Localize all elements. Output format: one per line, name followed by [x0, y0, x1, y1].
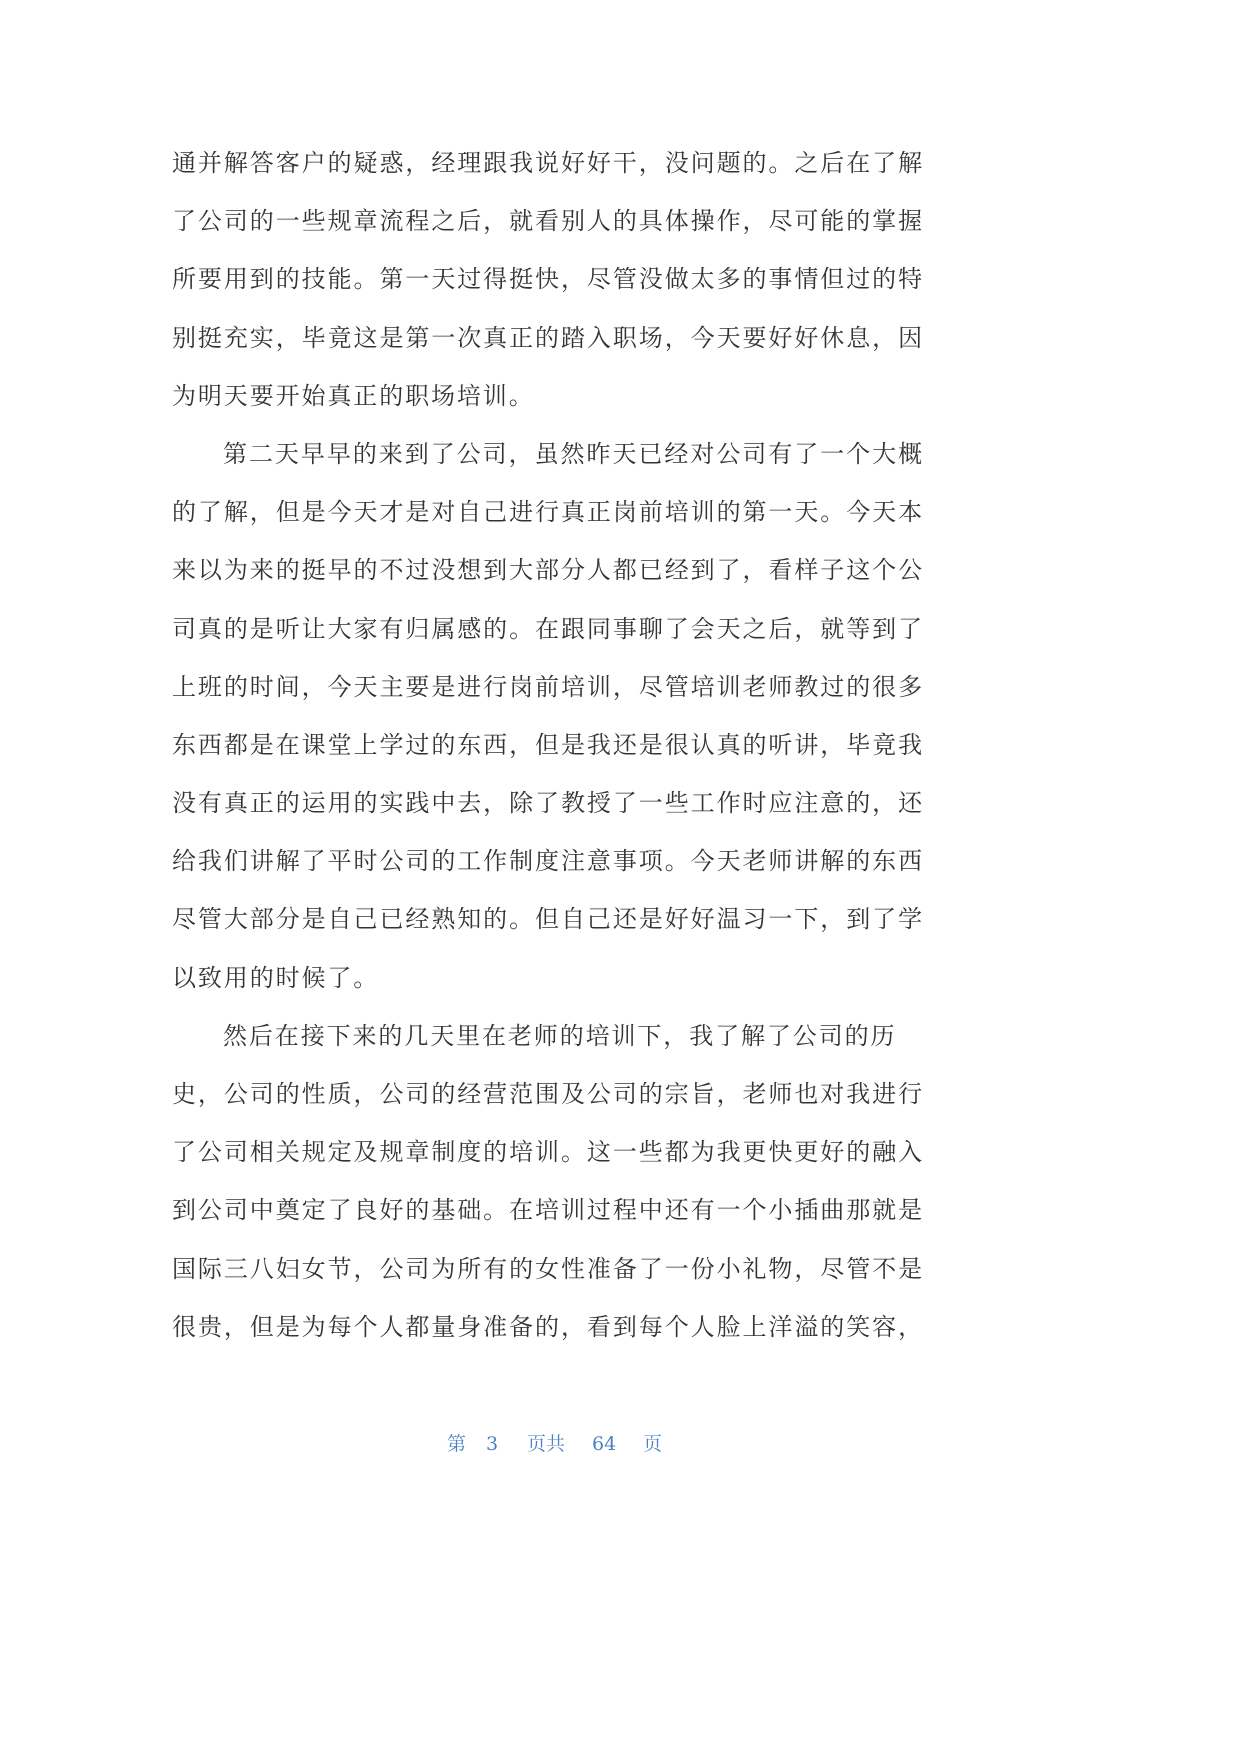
text-line: 通并解答客户的疑惑，经理跟我说好好干，没问题的。之后在了解	[172, 149, 924, 177]
paragraph-3	[172, 1007, 924, 1356]
text-line: 了公司相关规定及规章制度的培训。这一些都为我更快更好的融入	[172, 1138, 924, 1167]
text-line: 史，公司的性质，公司的经营范围及公司的宗旨，老师也对我进行	[172, 1080, 924, 1108]
footer-page-middle: 页共	[527, 1433, 566, 1455]
text-line: 第二天早早的来到了公司，虽然昨天已经对公司有了一个大概	[223, 439, 924, 468]
text-line: 然后在接下来的几天里在老师的培训下，我了解了公司的历	[223, 1021, 897, 1050]
text-line: 的了解，但是今天才是对自己进行真正岗前培训的第一天。今天本	[172, 498, 924, 527]
text-line: 没有真正的运用的实践中去，除了教授了一些工作时应注意的，还	[172, 789, 924, 818]
text-line: 以致用的时候了。	[172, 963, 380, 992]
text-line: 上班的时间，今天主要是进行岗前培训，尽管培训老师教过的很多	[172, 672, 924, 701]
text-line: 很贵，但是为每个人都量身准备的，看到每个人脸上洋溢的笑容，	[172, 1312, 924, 1341]
text-line: 所要用到的技能。第一天过得挺快，尽管没做太多的事情但过的特	[172, 265, 924, 294]
page-footer	[447, 1430, 677, 1458]
text-line: 司真的是听让大家有归属感的。在跟同事聊了会天之后，就等到了	[172, 614, 924, 643]
footer-page-prefix: 第	[447, 1433, 467, 1455]
text-line: 为明天要开始真正的职场培训。	[172, 381, 535, 410]
paragraph-1	[172, 134, 924, 425]
footer-page-suffix: 页	[643, 1433, 663, 1455]
footer-total-pages: 64	[592, 1433, 617, 1455]
text-line: 国际三八妇女节，公司为所有的女性准备了一份小礼物，尽管不是	[172, 1254, 924, 1283]
text-line: 别挺充实，毕竟这是第一次真正的踏入职场，今天要好好休息，因	[172, 323, 924, 352]
text-line: 来以为来的挺早的不过没想到大部分人都已经到了，看样子这个公	[172, 556, 924, 585]
text-line: 到公司中奠定了良好的基础。在培训过程中还有一个小插曲那就是	[172, 1196, 924, 1225]
text-line: 东西都是在课堂上学过的东西，但是我还是很认真的听讲，毕竟我	[172, 730, 924, 759]
paragraph-2	[172, 425, 924, 1007]
text-line: 尽管大部分是自己已经熟知的。但自己还是好好温习一下，到了学	[172, 905, 924, 934]
text-line: 了公司的一些规章流程之后，就看别人的具体操作，尽可能的掌握	[172, 207, 924, 236]
document-body	[172, 134, 924, 1356]
text-line: 给我们讲解了平时公司的工作制度注意事项。今天老师讲解的东西	[172, 847, 924, 876]
footer-page-number: 3	[486, 1433, 499, 1455]
